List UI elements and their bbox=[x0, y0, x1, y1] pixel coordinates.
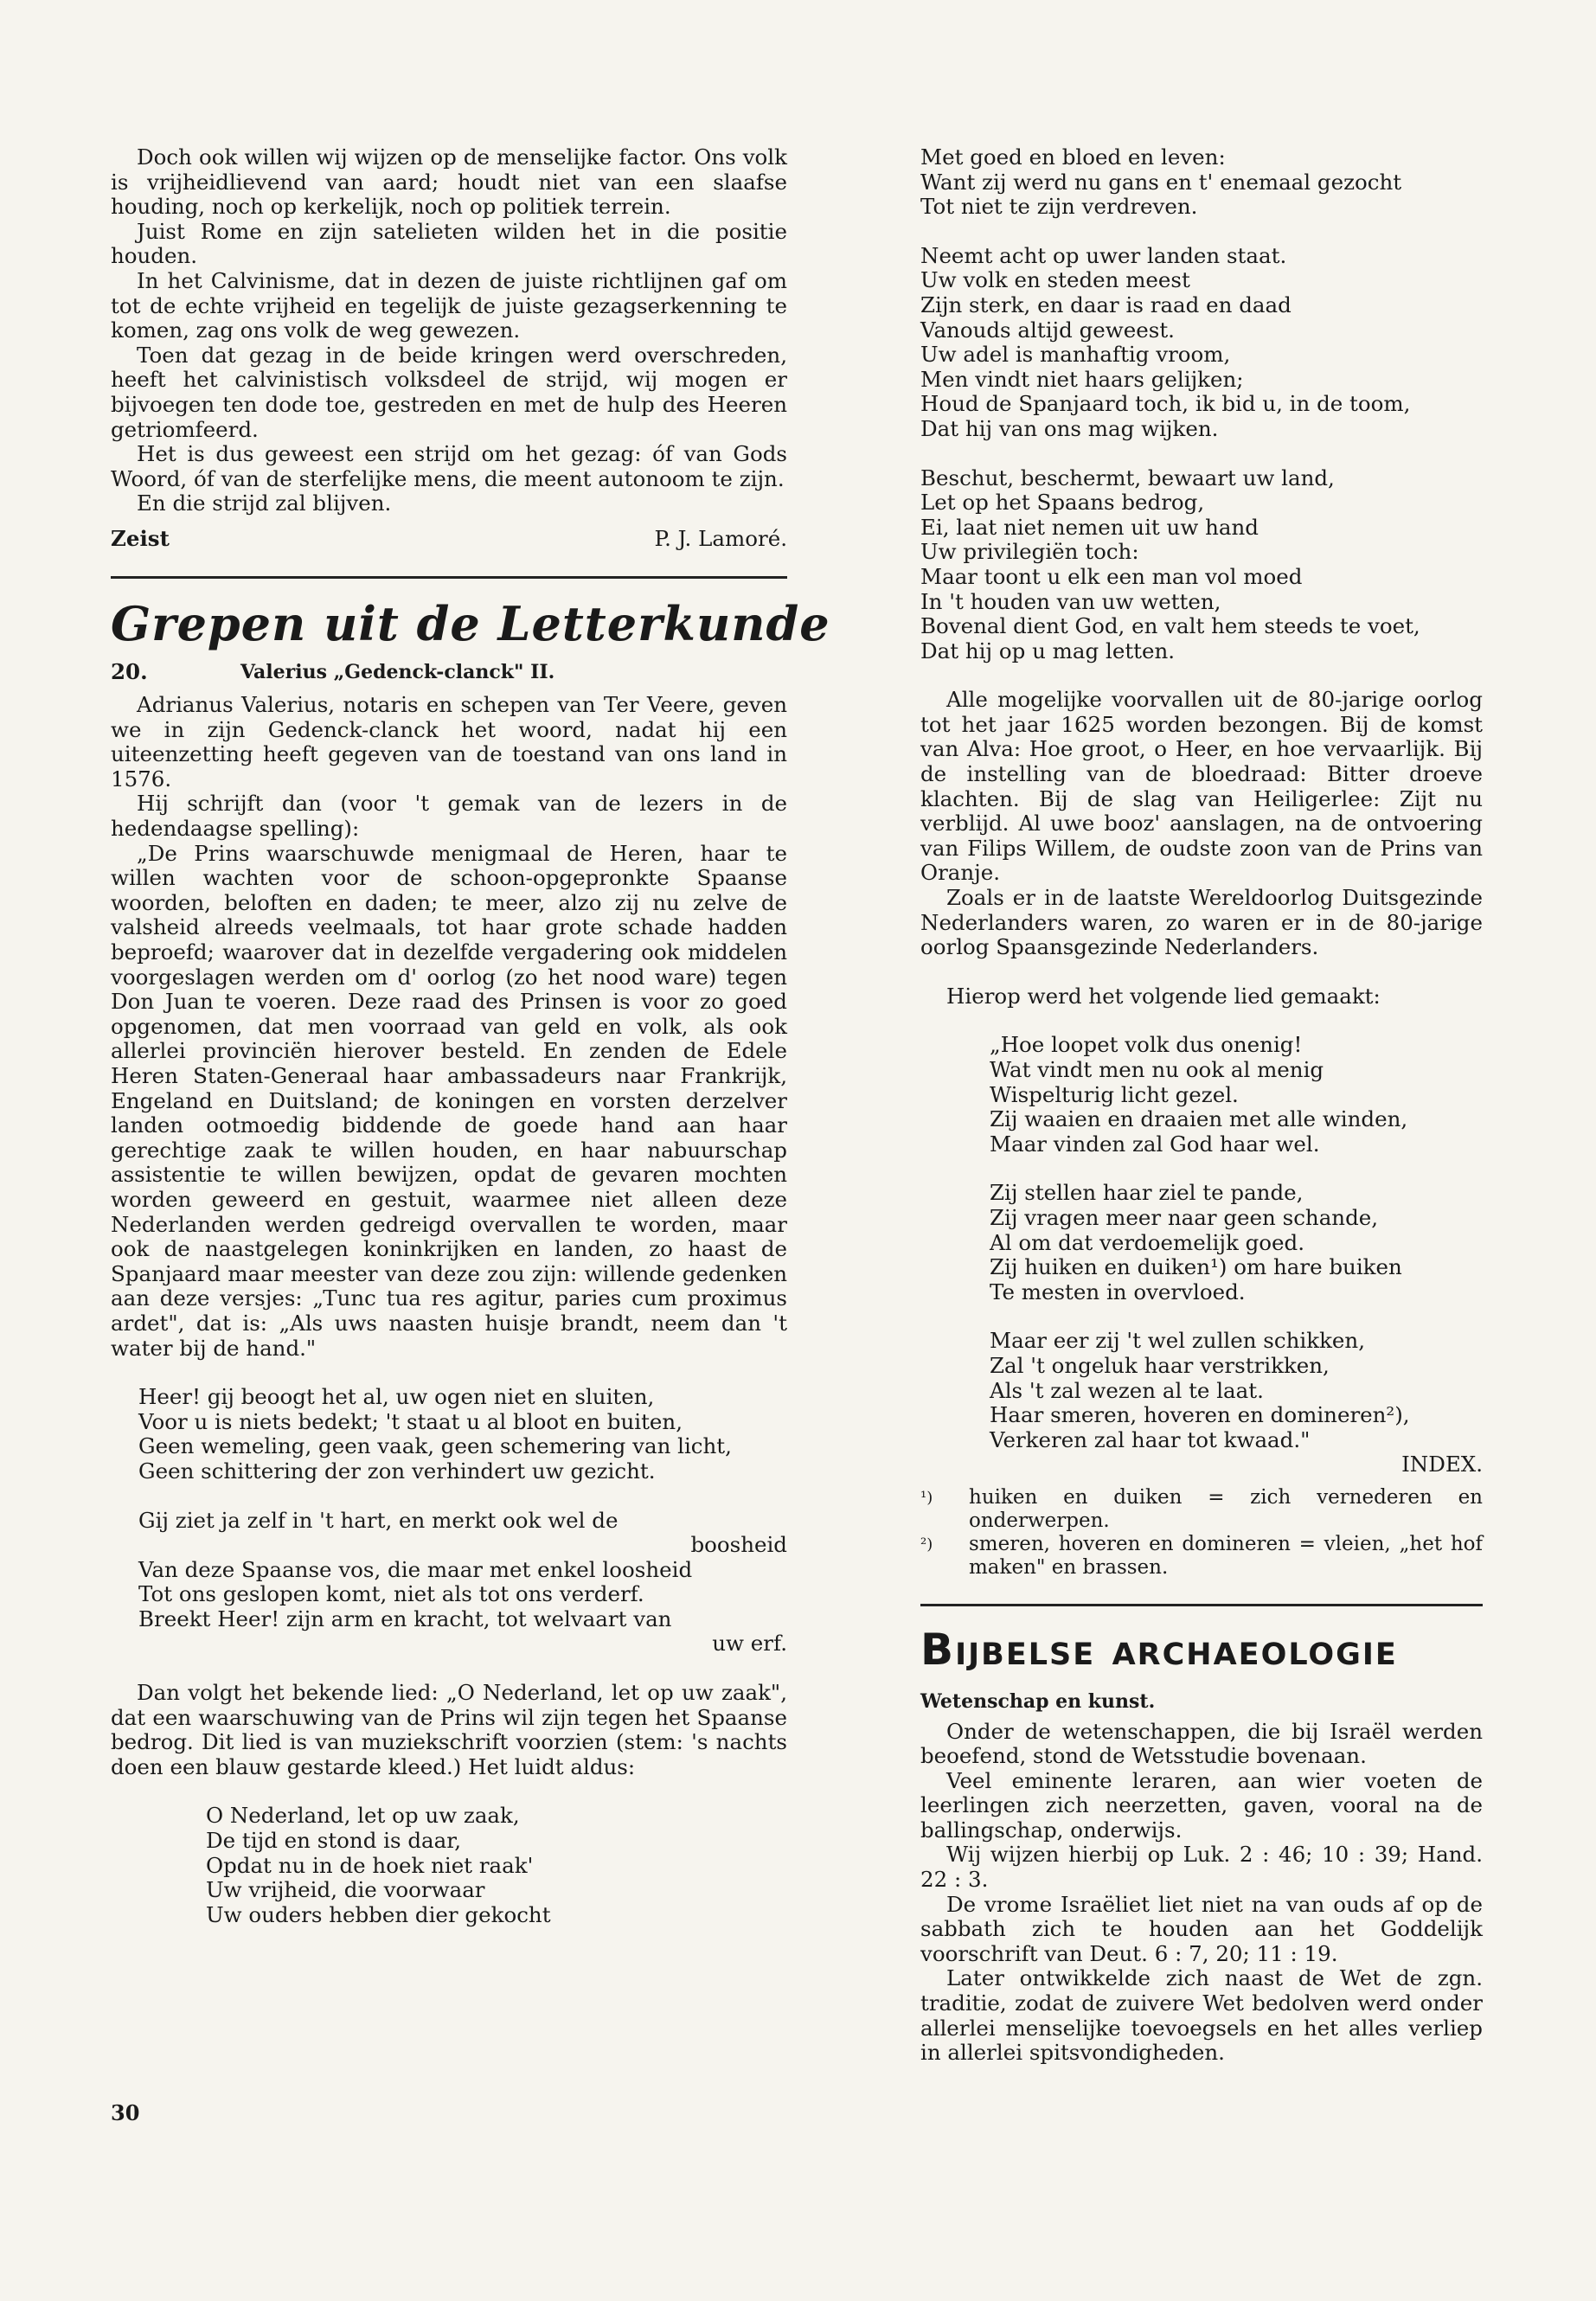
signature bbox=[111, 527, 787, 552]
song-line: Uw ouders hebben dier gekocht bbox=[206, 1901, 551, 1927]
song-line: Bovenal dient God, en valt hem steeds te voet, bbox=[920, 613, 1420, 639]
page-number: 30 bbox=[111, 2100, 140, 2125]
poem-line: Zij waaien en draaien met alle winden, bbox=[990, 1106, 1408, 1132]
body-paragraph: Later ontwikkelde zich naast de Wet de zgn. traditie, zodat de zuivere Wet bedolven werd onder allerlei menselijke toevoegsels en het alles verliep in allerlei spitsvondigheden. bbox=[920, 1965, 1483, 2066]
intro-paragraph: Juist Rome en zijn satelieten wilden het in die positie houden. bbox=[111, 218, 787, 269]
poem-line: Te mesten in overvloed. bbox=[990, 1279, 1246, 1304]
verse-line: Geen wemeling, geen vaak, geen schemering van licht, bbox=[138, 1433, 732, 1459]
verse-line: Breekt Heer! zijn arm en kracht, tot welvaart van bbox=[138, 1606, 672, 1631]
body-paragraph: Hij schrijft dan (voor 't gemak van de lezers in de hedendaagse spelling): bbox=[111, 791, 787, 842]
poem-line: Wat vindt men nu ook al menig bbox=[990, 1057, 1324, 1082]
body-paragraph: Adrianus Valerius, notaris en schepen van Ter Veere, geven we in zijn Gedenck-clanck het woord, nadat hij een uiteenzetting heeft gegeven van de toestand van ons land in 1576. bbox=[111, 692, 787, 792]
verse-line: boosheid bbox=[690, 1532, 787, 1558]
footnote-text: huiken en duiken = zich vernederen en onderwerpen. bbox=[969, 1485, 1483, 1532]
sub-label: Wetenschap en kunst. bbox=[920, 1689, 1156, 1713]
verse-line: uw erf. bbox=[712, 1631, 787, 1657]
quote-paragraph: „De Prins waarschuwde menigmaal de Heren, haar te willen wachten voor de schoon-opgepronkte Spaanse woorden, beloften en daden; te meer, alzo zij nu zelve de valsheid alreeds veelmaals, tot haar grote schade hadden beproefd; waarover dat in dezelfde vergadering ook middelen voorgeslagen werden om d' oorlog (zo het nood ware) tegen Don Juan te voeren. Deze raad des Prinsen is voor zo goed opgenomen, dat men voorraad van geld en volk, als ook allerlei provinciën hierover besteld. En zenden de Edele Heren Staten-Generaal haar ambassadeurs naar Frankrijk, Engeland en Duitsland; de koningen en vorsten derzelver landen ootmoedig biddende de goede hand aan haar gerechtige zaak te willen houden, en haar nabuurschap assistentie te willen bewijzen, opdat de gevaren mochten worden geweerd en gestuit, waarmee niet alleen deze Nederlanden werden gedreigd overvallen te worden, maar ook de naastgelegen koninkrijken en landen, zo haast de Spanjaard maar meester van deze zou zijn: willende gedenken aan deze versjes: „Tunc tua res agitur, paries cum proximus ardet", dat is: „Als uws naasten huisje brandt, neem dan 't water bij de hand." bbox=[111, 840, 787, 1361]
intro-paragraph: En die strijd zal blijven. bbox=[137, 490, 392, 516]
intro-paragraph: Toen dat gezag in de beide kringen werd overschreden, heeft het calvinistisch volksdeel de strijd, wij mogen er bijvoegen ten dode toe, gestreden en met de hulp des Heeren getriomfeerd. bbox=[111, 342, 787, 442]
poem-signature: INDEX. bbox=[1401, 1452, 1483, 1477]
song-line: Uw privilegiën toch: bbox=[920, 539, 1139, 565]
verse-line: Heer! gij beoogt het al, uw ogen niet en sluiten, bbox=[138, 1384, 655, 1410]
poem-line: Verkeren zal haar tot kwaad." bbox=[990, 1426, 1311, 1452]
poem-line: Wispelturig licht gezel. bbox=[990, 1081, 1239, 1107]
intro-paragraph: In het Calvinisme, dat in dezen de juiste richtlijnen gaf om tot de echte vrijheid en tegelijk de juiste gezagserkenning te komen, zag ons volk de weg gewezen. bbox=[111, 267, 787, 343]
song-line: Beschut, beschermt, bewaart uw land, bbox=[920, 465, 1335, 490]
poem-line: Zij huiken en duiken¹) om hare buiken bbox=[990, 1254, 1402, 1280]
footnote-mark: ²) bbox=[920, 1535, 933, 1554]
body-paragraph: Alle mogelijke voorvallen uit de 80-jarige oorlog tot het jaar 1625 worden bezongen. Bij de komst van Alva: Hoe groot, o Heer, en hoe vervaarlijk. Bij de instelling van de bloedraad: Bitter droeve klachten. Bij de slag van Heiligerlee: Zijt nu verblijd. Al uwe booz' aanslagen, na de ontvoering van Filips Willem, de oudste zoon van de Prins van Oranje. bbox=[920, 687, 1483, 886]
section-title-archaeologie: Bijbelse archaeologie bbox=[920, 1624, 1398, 1675]
article-title: Valerius „Gedenck-clanck" II. bbox=[240, 660, 555, 683]
intro-paragraph: Doch ook willen wij wijzen op de menselijke factor. Ons volk is vrijheidlievend van aard; houdt niet van een slaafse houding, noch op kerkelijk, noch op politiek terrein. bbox=[111, 144, 787, 220]
body-paragraph: Zoals er in de laatste Wereldoorlog Duitsgezinde Nederlanders waren, zo waren er in de 80-jarige oorlog Spaansgezinde Nederlanders. bbox=[920, 885, 1483, 960]
section-divider bbox=[111, 576, 787, 579]
poem-block bbox=[920, 1181, 1483, 1304]
body-paragraph: Dan volgt het bekende lied: „O Nederland, let op uw zaak", dat een waarschuwing van de Prins wil zijn tegen het Spaanse bedrog. Dit lied is van muziekschrift voorzien (stem: 's nachts doen een blauw gestarde kleed.) Het luidt aldus: bbox=[111, 1680, 787, 1779]
song-block bbox=[920, 244, 1483, 442]
body-paragraph: De vrome Israëliet liet niet na van ouds af op de sabbath zich te houden aan het Goddelijk voorschrift van Deut. 6 : 7, 20; 11 : 19. bbox=[920, 1891, 1483, 1966]
verse-line: Van deze Spaanse vos, die maar met enkel loosheid bbox=[138, 1556, 693, 1582]
song-line: Dat hij op u mag letten. bbox=[920, 638, 1176, 663]
verse-block bbox=[111, 1385, 787, 1484]
left-column bbox=[111, 144, 830, 1927]
footnote-mark: ¹) bbox=[920, 1488, 933, 1507]
body-paragraph: Wij wijzen hierbij op Luk. 2 : 46; 10 : 39; Hand. 22 : 3. bbox=[920, 1842, 1483, 1893]
song-line: Want zij werd nu gans en t' enemaal gezocht bbox=[920, 169, 1402, 195]
song-line: Ei, laat niet nemen uit uw hand bbox=[920, 514, 1259, 540]
poem-block bbox=[920, 1033, 1483, 1157]
song-line: Zijn sterk, en daar is raad en daad bbox=[920, 292, 1292, 317]
song-line: O Nederland, let op uw zaak, bbox=[206, 1803, 520, 1829]
poem-line: Als 't zal wezen al te laat. bbox=[990, 1377, 1264, 1403]
poem-line: Haar smeren, hoveren en domineren²), bbox=[990, 1402, 1410, 1428]
poem-block bbox=[920, 1329, 1483, 1452]
article-heading bbox=[111, 660, 787, 685]
section-divider bbox=[920, 1604, 1483, 1606]
poem-line: Al om dat verdoemelijk goed. bbox=[990, 1229, 1305, 1255]
song-line: Opdat nu in de hoek niet raak' bbox=[206, 1852, 534, 1878]
body-paragraph: Onder de wetenschappen, die bij Israël werden beoefend, stond de Wetsstudie bovenaan. bbox=[920, 1718, 1483, 1769]
intro-paragraph: Het is dus geweest een strijd om het gezag: óf van Gods Woord, óf van de sterfelijke mens, die meent autonoom te zijn. bbox=[111, 441, 787, 491]
poem-line: „Hoe loopet volk dus onenig! bbox=[990, 1032, 1303, 1058]
song-block bbox=[920, 466, 1483, 664]
song-line: Neemt acht op uwer landen staat. bbox=[920, 242, 1287, 268]
song-line: Tot niet te zijn verdreven. bbox=[920, 194, 1198, 220]
verse-line: Geen schittering der zon verhindert uw gezicht. bbox=[138, 1458, 656, 1484]
song-line: Uw vrijheid, die voorwaar bbox=[206, 1877, 485, 1903]
song-line: In 't houden van uw wetten, bbox=[920, 588, 1221, 614]
signature-place: Zeist bbox=[111, 525, 170, 551]
footnote bbox=[920, 1486, 1483, 1533]
section-title-letterkunde: Grepen uit de Letterkunde bbox=[111, 595, 830, 651]
verse-block bbox=[111, 1509, 787, 1657]
song-line: Houd de Spanjaard toch, ik bid u, in de toom, bbox=[920, 391, 1411, 417]
song-line: Dat hij van ons mag wijken. bbox=[920, 415, 1219, 441]
footnote-text: smeren, hoveren en domineren = vleien, „het hof maken" en brassen. bbox=[969, 1532, 1483, 1579]
song-block bbox=[111, 1804, 787, 1927]
right-column bbox=[920, 145, 1483, 2066]
song-line: Uw volk en steden meest bbox=[920, 267, 1190, 293]
poem-line: Zij vragen meer naar geen schande, bbox=[990, 1204, 1379, 1230]
song-line: Met goed en bloed en leven: bbox=[920, 144, 1226, 170]
footnote bbox=[920, 1533, 1483, 1580]
poem-line: Zij stellen haar ziel te pande, bbox=[990, 1180, 1304, 1206]
song-line: De tijd en stond is daar, bbox=[206, 1828, 462, 1854]
verse-line: Gij ziet ja zelf in 't hart, en merkt ook wel de bbox=[138, 1507, 619, 1533]
song-line: Let op het Spaans bedrog, bbox=[920, 490, 1205, 516]
song-line: Maar toont u elk een man vol moed bbox=[920, 563, 1303, 589]
song-line: Men vindt niet haars gelijken; bbox=[920, 366, 1244, 392]
poem-line: Maar eer zij 't wel zullen schikken, bbox=[990, 1328, 1365, 1354]
article-number: 20. bbox=[111, 658, 148, 684]
body-paragraph: Hierop werd het volgende lied gemaakt: bbox=[946, 983, 1381, 1009]
poem-line: Maar vinden zal God haar wel. bbox=[990, 1131, 1320, 1157]
signature-author: P. J. Lamoré. bbox=[654, 525, 787, 551]
body-paragraph: Veel eminente leraren, aan wier voeten de leerlingen zich neerzetten, gaven, vooral na de ballingschap, onderwijs. bbox=[920, 1767, 1483, 1843]
song-block bbox=[920, 145, 1483, 220]
song-line: Uw adel is manhaftig vroom, bbox=[920, 342, 1231, 368]
poem-line: Zal 't ongeluk haar verstrikken, bbox=[990, 1352, 1330, 1378]
song-line: Vanouds altijd geweest. bbox=[920, 317, 1175, 343]
verse-line: Tot ons geslopen komt, niet als tot ons verderf. bbox=[138, 1581, 644, 1607]
verse-line: Voor u is niets bedekt; 't staat u al bloot en buiten, bbox=[138, 1408, 683, 1434]
